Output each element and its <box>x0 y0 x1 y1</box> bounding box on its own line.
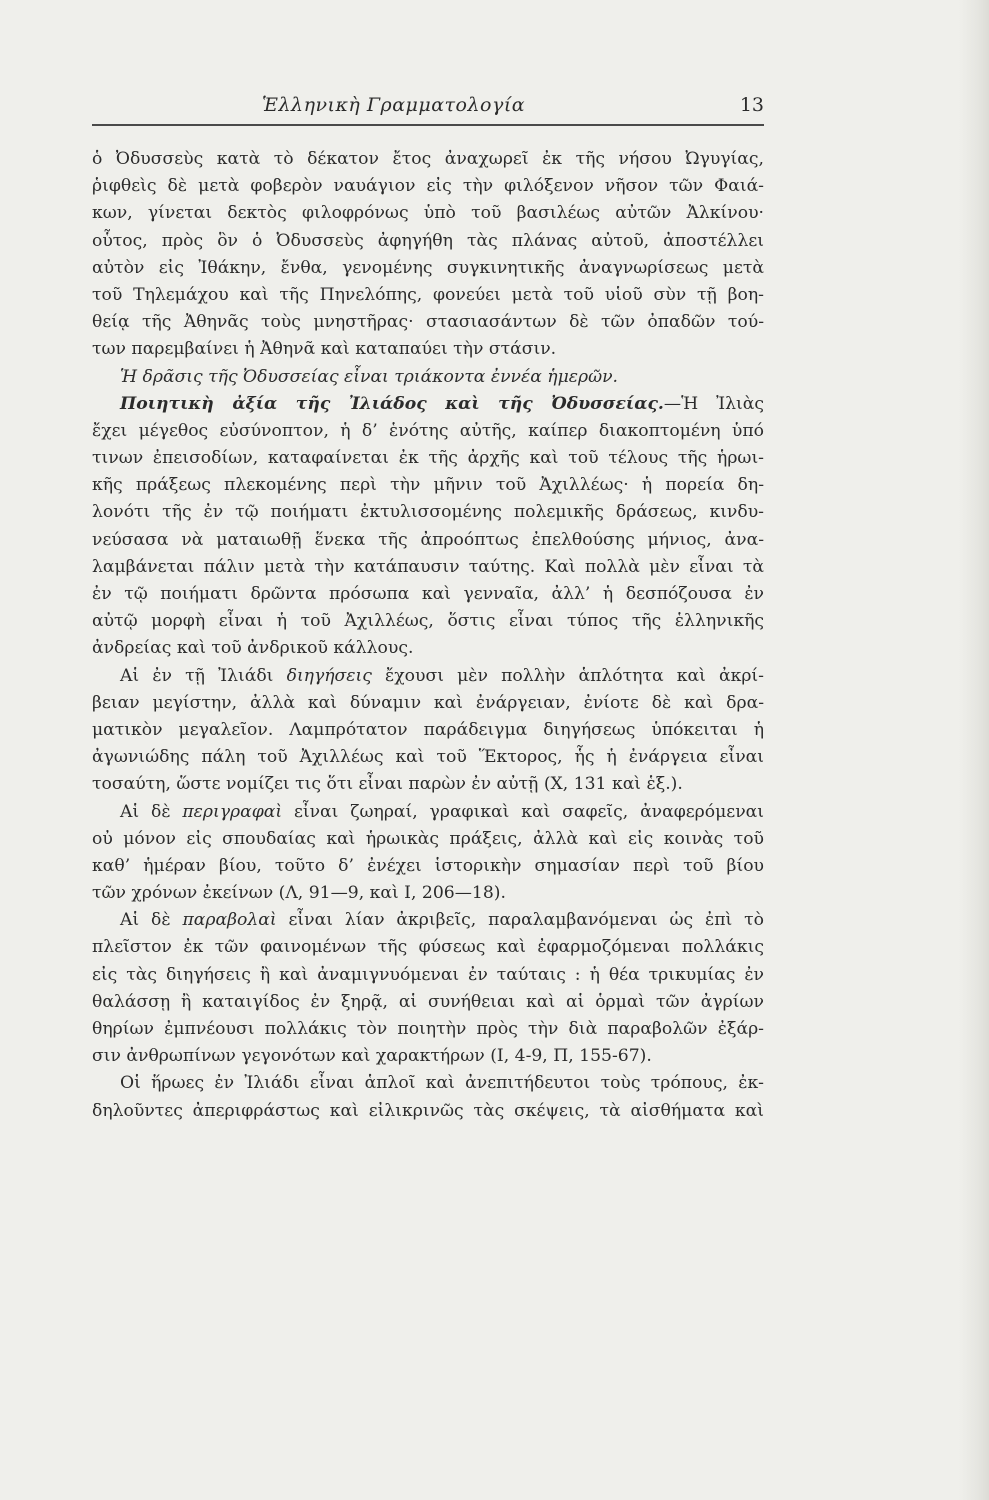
text-line: τῶν χρόνων ἐκείνων (Λ, 91—9, καὶ Ι, 206—18). <box>92 883 506 904</box>
text-line: ἀνδρείας καὶ τοῦ ἀνδρικοῦ κάλλους. <box>92 638 414 659</box>
text-line <box>92 907 764 934</box>
header-rule <box>92 124 764 126</box>
text-run: εἶναι λίαν ἀκριβεῖς, παραλαμβανόμεναι ὡς ἐπὶ τὸ <box>288 910 765 931</box>
text-line: ματικὸν μεγαλεῖον. Λαμπρότατον παράδειγμα διηγήσεως ὑπόκειται ἡ <box>92 719 764 740</box>
text-run: ἔχουσι μὲν πολλὴν ἁπλότητα καὶ ἀκρί- <box>385 665 764 686</box>
running-header <box>92 90 764 124</box>
text-line: τοῦ Τηλεμάχου καὶ τῆς Πηνελόπης, φονεύει μετὰ τοῦ υἱοῦ σὺν τῇ βοη- <box>92 284 764 305</box>
text-line: πλεῖστον ἐκ τῶν φαινομένων τῆς φύσεως καὶ ἐφαρμοζόμεναι πολλάκις <box>92 937 764 958</box>
page-body <box>92 146 764 1125</box>
section-heading: Ποιητικὴ ἀξία τῆς Ἰλιάδος καὶ τῆς Ὀδυσσείας. <box>120 393 664 414</box>
text-run: εἶναι ζωηραί, γραφικαὶ καὶ σαφεῖς, ἀναφερόμεναι <box>293 801 764 822</box>
text-line: ὁ Ὀδυσσεὺς κατὰ τὸ δέκατον ἔτος ἀναχωρεῖ ἐκ τῆς νήσου Ὠγυγίας, <box>92 149 764 169</box>
header-title: Ἑλληνικὴ Γραμματολογία <box>262 94 526 116</box>
section-heading-line <box>92 391 764 418</box>
text-line: κῆς πράξεως πλεκομένης περὶ τὴν μῆνιν τοῦ Ἀχιλλέως· ἡ πορεία δη- <box>92 475 764 496</box>
text-line: νεύσασα νὰ ματαιωθῇ ἕνεκα τῆς ἀπροόπτως ἐπελθούσης μήνιος, ἀνα- <box>92 529 764 550</box>
text-line: αὐτὸν εἰς Ἰθάκην, ἔνθα, γενομένης συγκινητικῆς ἀναγνωρίσεως μετὰ <box>92 257 764 278</box>
text-line <box>92 663 764 690</box>
text-run: Αἱ δὲ <box>120 910 171 931</box>
italic-term: διηγήσεις <box>286 665 372 686</box>
text-line <box>92 799 764 826</box>
text-line: λαμβάνεται πάλιν μετὰ τὴν κατάπαυσιν ταύτης. Καὶ πολλὰ μὲν εἶναι τὰ <box>92 556 764 577</box>
text-line: θηρίων ἐμπνέουσι πολλάκις τὸν ποιητὴν πρὸς τὴν διὰ παραβολῶν ἐξάρ- <box>92 1019 764 1039</box>
text-line: οὐ μόνον εἰς σπουδαίας καὶ ἡρωικὰς πράξεις, ἀλλὰ καὶ εἰς κοινὰς τοῦ <box>92 828 764 849</box>
text-line: ἀγωνιώδης πάλη τοῦ Ἀχιλλέως καὶ τοῦ Ἕκτορος, ἧς ἡ ἐνάργεια εἶναι <box>92 747 764 768</box>
italic-term: περιγραφαὶ <box>182 801 283 822</box>
text-line: ῥιφθεὶς δὲ μετὰ φοβερὸν ναυάγιον εἰς τὴν φιλόξενον νῆσον τῶν Φαιά- <box>92 176 764 197</box>
text-run: Αἱ ἐν τῇ Ἰλιάδι <box>120 665 274 686</box>
text-line: θείᾳ τῆς Ἀθηνᾶς τοὺς μνηστῆρας· στασιασάντων δὲ τῶν ὀπαδῶν τού- <box>92 312 764 333</box>
text-line: τοσαύτη, ὥστε νομίζει τις ὅτι εἶναι παρὼν ἐν αὐτῇ (Χ, 131 καὶ ἑξ.). <box>92 774 683 795</box>
page-number: 13 <box>739 94 764 116</box>
text-line: των παρεμβαίνει ἡ Ἀθηνᾶ καὶ καταπαύει τὴν στάσιν. <box>92 339 557 360</box>
text-line: εἰς τὰς διηγήσεις ἢ καὶ ἀναμιγνυόμεναι ἐν ταύταις : ἡ θέα τρικυμίας ἐν <box>92 964 764 985</box>
text-line: οὗτος, πρὸς ὃν ὁ Ὀδυσσεὺς ἀφηγήθη τὰς πλάνας αὐτοῦ, ἀποστέλλει <box>92 230 764 251</box>
text-line: λονότι τῆς ἐν τῷ ποιήματι ἐκτυλισσομένης πολεμικῆς δράσεως, κινδυ- <box>92 502 764 523</box>
text-line: Ἡ δρᾶσις τῆς Ὀδυσσείας εἶναι τριάκοντα ἐννέα ἡμερῶν. <box>120 366 619 387</box>
text-line: σιν ἀνθρωπίνων γεγονότων καὶ χαρακτήρων (Ι, 4-9, Π, 155-67). <box>92 1046 652 1067</box>
text-line: Οἱ ἥρωες ἐν Ἰλιάδι εἶναι ἁπλοῖ καὶ ἀνεπιτήδευτοι τοὺς τρόπους, ἐκ- <box>120 1073 764 1094</box>
text-line: καθ’ ἡμέραν βίου, τοῦτο δ’ ἐνέχει ἱστορικὴν σημασίαν περὶ τοῦ βίου <box>92 855 764 876</box>
text-line: αὐτῷ μορφὴ εἶναι ἡ τοῦ Ἀχιλλέως, ὅστις εἶναι τύπος τῆς ἑλληνικῆς <box>92 611 764 632</box>
text-line: βειαν μεγίστην, ἀλλὰ καὶ δύναμιν καὶ ἐνάργειαν, ἐνίοτε δὲ καὶ δρα- <box>92 692 764 713</box>
text-run: Αἱ δὲ <box>120 801 171 822</box>
text-run: —Ἡ Ἰλιὰς <box>663 393 764 414</box>
italic-term: παραβολαὶ <box>182 910 277 931</box>
text-line: ἐν τῷ ποιήματι δρῶντα πρόσωπα καὶ γενναῖα, ἀλλ’ ἡ δεσπόζουσα ἐν <box>92 584 764 604</box>
text-line: δηλοῦντες ἀπεριφράστως καὶ εἰλικρινῶς τὰς σκέψεις, τὰ αἰσθήματα καὶ <box>92 1100 764 1121</box>
text-line: θαλάσσῃ ἢ καταιγίδος ἐν ξηρᾷ, αἱ συνήθειαι καὶ αἱ ὁρμαὶ τῶν ἀγρίων <box>92 991 764 1012</box>
page-edge <box>959 0 989 1500</box>
text-line: ἔχει μέγεθος εὐσύνοπτον, ἡ δ’ ἑνότης αὐτῆς, καίπερ διακοπτομένη ὑπό <box>92 420 764 441</box>
text-line: τινων ἐπεισοδίων, καταφαίνεται ἐκ τῆς ἀρχῆς καὶ τοῦ τέλους τῆς ἡρωι- <box>92 448 764 469</box>
text-line: κων, γίνεται δεκτὸς φιλοφρόνως ὑπὸ τοῦ βασιλέως αὐτῶν Ἀλκίνου· <box>92 203 764 224</box>
